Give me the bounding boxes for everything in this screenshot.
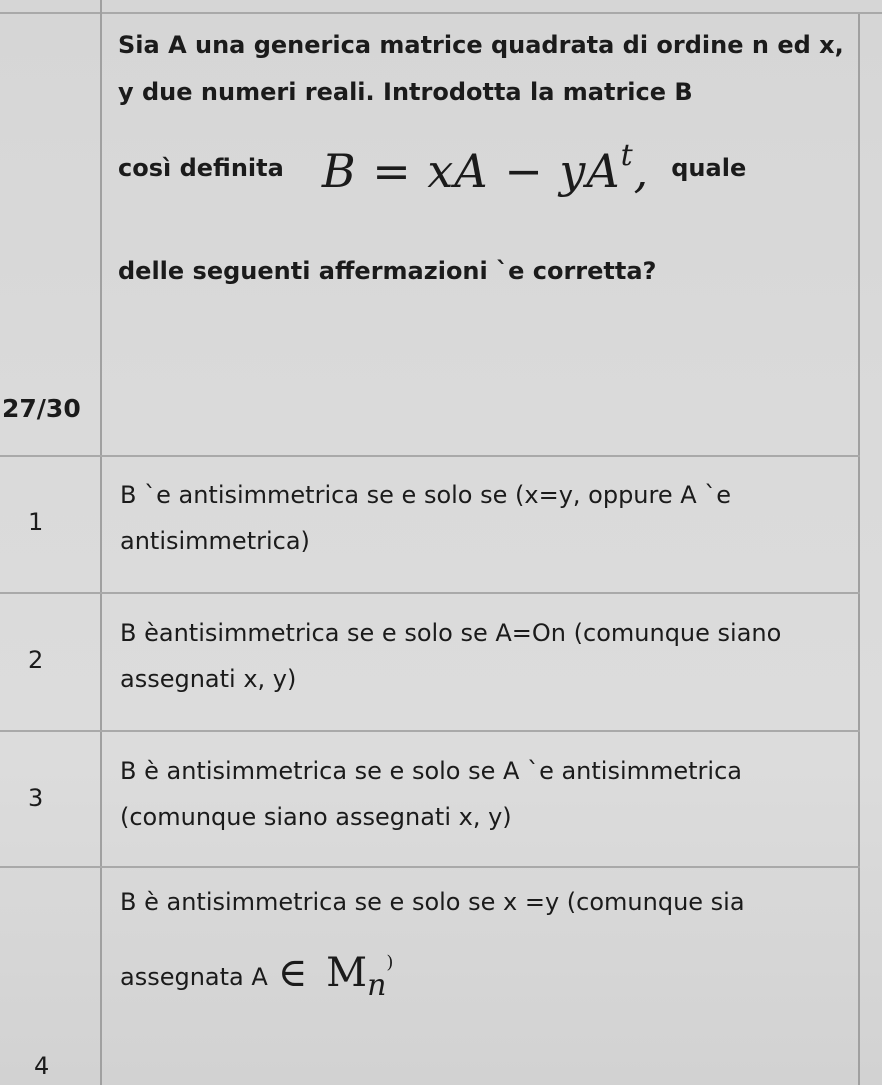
right-border (858, 14, 860, 1085)
option-4-prefix: assegnata A (120, 962, 268, 991)
top-border (0, 12, 882, 14)
option-2-line-2: assegnati x, y) (120, 665, 297, 693)
option-number-4: 4 (34, 1052, 50, 1080)
matrix-set-symbol: M (326, 950, 368, 996)
matrix-set-subscript: n (367, 968, 387, 1003)
row-divider-3 (0, 866, 860, 868)
question-formula-row (118, 138, 746, 198)
question-line-1: Sia A una generica matrice quadrata di ordine n ed x, (118, 31, 844, 59)
question-line-2: y due numeri reali. Introdotta la matrice B (118, 78, 693, 106)
question-line-3-end: quale (671, 154, 747, 182)
formula-comma: , (633, 144, 650, 198)
option-4-line-1: B è antisimmetrica se e solo se x =y (comunque sia (120, 888, 745, 916)
option-4-line-2 (120, 950, 393, 1003)
question-line-3-start: così definita (118, 154, 284, 182)
option-1-line-2: antisimmetrica) (120, 527, 310, 555)
set-membership (278, 950, 394, 1003)
matrix-formula (322, 138, 649, 198)
option-number-2: 2 (28, 646, 44, 674)
row-divider-question (0, 455, 860, 457)
option-3-text (120, 748, 742, 840)
row-divider-2 (0, 730, 860, 732)
element-of-symbol: ∈ (277, 950, 308, 996)
formula-body: B = xA − yA (321, 144, 621, 198)
option-2-text (120, 610, 781, 702)
closing-paren: ) (386, 952, 394, 973)
option-3-line-1: B è antisimmetrica se e solo se A `e antisimmetrica (120, 757, 742, 785)
row-divider-1 (0, 592, 860, 594)
column-divider (100, 0, 102, 1085)
option-number-3: 3 (28, 784, 44, 812)
option-1-line-1: B `e antisimmetrica se e solo se (x=y, oppure A `e (120, 481, 732, 509)
question-line-4: delle seguenti affermazioni `e corretta? (118, 257, 657, 285)
option-1-text (120, 472, 731, 564)
option-number-1: 1 (28, 508, 44, 536)
formula-transpose: t (620, 138, 634, 173)
option-3-line-2: (comunque siano assegnati x, y) (120, 803, 512, 831)
question-number: 27/30 (2, 394, 81, 423)
option-2-line-1: B èantisimmetrica se e solo se A=On (comunque siano (120, 619, 782, 647)
